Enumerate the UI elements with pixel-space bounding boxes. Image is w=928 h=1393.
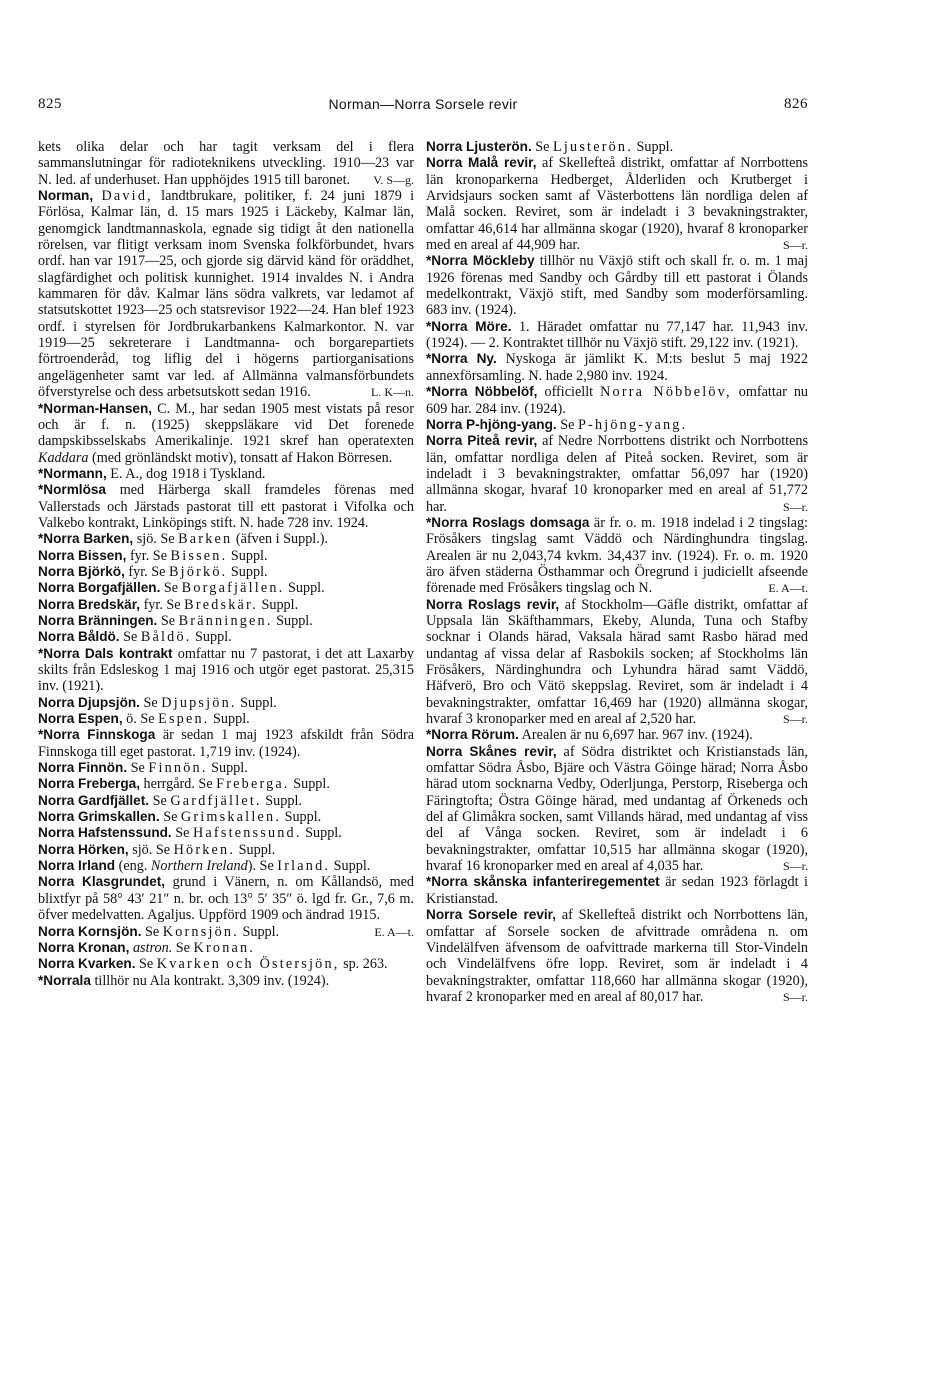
entry-headword: *Norra Dals kontrakt [38,645,173,661]
entry-norra-skanes-revir: Norra Skånes revir, af Södra distriktet och Kristianstads län, omfattar Södra Åsbo, Bjäre och Västra Göinge härad; Norra Åsbo härad utom socknarna Vedby, Oderljunga, Perstorp, Riseberga och Färingtofta; Östra Göinge härad, med undantag af Örkeneds och del af Glimåkra socken, samt Villands härad, med undantag af viss del af Vånga socken. Reviret, som är indeladt i 6 bevakningstrakter, omfattar 10,515 har allmänna skogar (1920), hvaraf 16 kronoparker med en areal af 4,035 har. S—r. [426,743,809,875]
entry-headword: Norra Ljusterön. [426,139,532,154]
entry-norra-kornsjon: Norra Kornsjön. Se Kornsjön. Suppl. [38,923,280,940]
entry-norra-horken: Norra Hörken, sjö. Se Hörken. Suppl. [38,841,276,858]
entry-headword: *Norra Barken, [38,531,134,547]
entry-headword: Norra Bissen, [38,547,127,563]
entry-norra-djupsjon: Norra Djupsjön. Se Djupsjön. Suppl. [38,694,277,711]
entry-normlosa: *Normlösa med Härberga skall framdeles förenas med Vallerstads och Järstads pastorat till ett pastorat i Vifolka och Valkebo kontrakt, Linköpings stift. N. hade 728 inv. 1924. [38,482,415,531]
entry-norra-sorsele-revir: Norra Sorsele revir, af Skellefteå distrikt och Norrbottens län, omfattar af Sorsele socken de afvittrade områdena n. om Vindelälfven äfvensom de oafvittrade markerna till Stor-Vindeln och Vindelälfvens öfre lopp. Reviret, som är indeladt i 4 bevakningstrakter, omfattar 118,660 har allmänna skogar (1920), hvaraf 2 kronoparker med en areal af 80,017 har. S—r. [426,907,808,1005]
entry-headword: Norra Kornsjön. [38,923,142,939]
running-title: Norman—Norra Sorsele revir [328,96,518,112]
entry-headword: *Norrala [38,972,91,988]
entry-norra-roslags-domsaga: *Norra Roslags domsaga är fr. o. m. 1918 indelad i 2 tingslag: Frösåkers tingslag samt Väddö och Närdinghundra tingslag. Arealen är nu 2,043,74 kvkm. 34,437 inv. (1924). Fr. o. m. 1920 äro äfven städerna Östhammar och Öregrund i judiciellt afseende förenade med Frösåkers tingslag och N. E. A—t. [426,514,808,597]
entry-headword: Norra Irland [38,858,116,874]
entry-headword: Norra Grimskallen. [38,809,160,825]
entry-headword: *Norman-Hansen, [38,400,153,416]
entry-headword: *Norra Finnskoga [38,727,156,743]
entry-norra-bissen: Norra Bissen, fyr. Se Bissen. Suppl. [38,547,268,564]
entry-headword: *Norra Möre. [426,318,512,334]
page-header [38,96,808,122]
entry-norra-borgafjallen: Norra Borgafjällen. Se Borgafjällen. Suppl. [38,580,325,597]
entry-headword: Norra Båldö. [38,629,120,645]
author-signature: E. A—t. [374,924,414,939]
entry-norra-klasgrundet: Norra Klasgrundet, grund i Vänern, n. om Kållandsö, med blixtfyr på 58° 43′ 21″ n. br. och 13° 5′ 35″ ö. lgd fr. Gr., 7,6 m. öfver medelvatten. Agaljus. Uppförd 1909 och ändrad 1915. E. A—t. [38,874,415,939]
entry-headword: Norman, [38,188,94,204]
page-number-right: 826 [784,96,808,112]
entry-norra-hafstenssund: Norra Hafstenssund. Se Hafstenssund. Suppl. [38,825,342,842]
author-signature: S—r. [782,712,808,727]
entry-norra-barken: *Norra Barken, sjö. Se Barken (äfven i Suppl.). [38,531,329,548]
entry-norra-kvarken: Norra Kvarken. Se Kvarken och Östersjön, sp. 263. [38,956,388,973]
entry-headword: Norra Bränningen. [38,612,158,628]
entry-headword: Norra Freberga, [38,776,140,792]
entry-norra-grimskallen: Norra Grimskallen. Se Grimskallen. Suppl. [38,809,322,826]
entry-headword: Norra Sorsele revir, [426,907,556,923]
author-signature: S—r. [782,859,808,874]
author-signature: S—r. [782,238,808,253]
entry-norra-ny: *Norra Ny. Nyskoga är jämlikt K. M:ts beslut 5 maj 1922 annexförsamling. N. hade 2,980 inv. 1924. [426,351,808,384]
entry-norra-bjorko: Norra Björkö, fyr. Se Björkö. Suppl. [38,563,268,580]
entry-headword: Norra Borgafjällen. [38,580,161,596]
entry-headword: Norra Espen, [38,711,123,727]
entry-headword: Norra Björkö, [38,563,125,579]
entry-norra-skanska-infanteriregementet: *Norra skånska infanteriregementet är sedan 1923 förlagdt i Kristianstad. [426,874,808,907]
entry-headword: Norra Hörken, [38,841,129,857]
entry-norra-branningen: Norra Bränningen. Se Bränningen. Suppl. [38,612,313,629]
entry-norra-rorum: *Norra Rörum. Arealen är nu 6,697 har. 967 inv. (1924). [426,727,753,744]
entry-norra-p-hjong-yang: Norra P-hjöng-yang. Se P-hjöng-yang. [426,416,688,433]
entry-norman-continued: kets olika delar och har tagit verksam del i flera sammanslutningar för radioteknikens utveckling. 1910—23 var N. led. af underhuset. Han upphöjdes 1915 till baronet. V. S—g. [38,139,414,188]
entry-headword: *Norra Roslags domsaga [426,514,590,530]
entry-norra-mockleby: *Norra Möckleby tillhör nu Växjö stift och skall fr. o. m. 1 maj 1926 förenas med Sandby och Gårdby till ett pastorat i Ölands medelkontrakt, Växjö stift, med Sandby som moderförsamling. 683 inv. (1924). [426,253,809,319]
author-signature: S—r. [782,499,808,514]
entry-headword: Norra Gardfjället. [38,792,150,808]
entry-headword: Norra P-hjöng-yang. [426,416,557,432]
entry-headword: *Norra Möckleby [426,253,535,269]
entry-norra-gardfjallet: Norra Gardfjället. Se Gardfjället. Suppl. [38,792,302,809]
entry-headword: *Norra skånska infanteriregementet [426,874,660,890]
entry-norra-freberga: Norra Freberga, herrgård. Se Freberga. Suppl. [38,776,330,793]
entry-norra-more: *Norra Möre. 1. Häradet omfattar nu 77,147 har. 11,943 inv. (1924). — 2. Kontraktet tillhör nu Växjö stift. 29,122 inv. (1921). [426,318,808,352]
page-number-left: 825 [38,96,62,112]
entry-norra-nobbelof: *Norra Nöbbelöf, officiellt Norra Nöbbelöv, omfattar nu 609 har. 284 inv. (1924). [426,384,809,417]
entry-norra-roslags-revir: Norra Roslags revir, af Stockholm—Gäfle distrikt, omfattar af Uppsala län Skäfthammars, Ekeby, Alunda, Tuna och Stafby socknar i Olands härad, Vaksala härad samt Rasbo härad med undantag af vissa delar af Rasbokils socken; af Stockholms län Frösåkers, Närdinghundra och Lyhundra härad samt Väddö, Häfverö, Bro och Vätö skeppslag. Reviret, som är indeladt i 4 bevakningstrakter, omfattar 16,469 har (1920) allmänna skogar, hvaraf 3 kronoparker med en areal af 2,520 har. S—r. [426,596,809,728]
entry-headword: Norra Finnön. [38,760,128,776]
entry-headword: Norra Kronan, [38,939,130,955]
entry-norman-hansen: *Norman-Hansen, C. M., har sedan 1905 mest vistats på resor och är f. n. (1925) skeppsläkare vid Det forenede dampskibsselskabs Amerikalinje. 1921 skref han operatexten Kaddara (med grönländskt motiv), tonsatt af Hakon Börresen. [38,400,415,466]
entry-headword: *Norra Ny. [426,351,497,367]
entry-headword: *Norra Rörum. [426,727,519,743]
entry-normann: *Normann, E. A., dog 1918 i Tyskland. [38,465,266,482]
entry-headword: Norra Bredskär, [38,596,141,612]
entry-norra-pitea-revir: Norra Piteå revir, af Nedre Norrbottens distrikt och Norrbottens län, omfattar nordliga delen af Piteå socken. Reviret, som är indeladt i 3 bevakningstrakter, omfattar 56,097 har (1920) allmänna skogar, hvaraf 10 kronoparker med en areal af 51,772 har. S—r. [426,433,808,515]
entry-headword: Norra Kvarken. [38,956,136,972]
entry-norra-finnon: Norra Finnön. Se Finnön. Suppl. [38,760,248,777]
left-column [38,139,414,989]
entry-headword: Norra Piteå revir, [426,433,538,449]
entry-headword: Norra Skånes revir, [426,743,557,759]
entry-headword: Norra Djupsjön. [38,694,140,710]
entry-norra-ljusteron: Norra Ljusterön. Se Ljusterön. Suppl. [426,139,674,155]
author-signature: E. A—t. [768,581,808,596]
entry-norman-david: Norman, David, landtbrukare, politiker, f. 24 juni 1879 i Förlösa, Kalmar län, d. 15 mars 1925 i Läckeby, Kalmar län, genomgick landtmannaskola, egnade sig tidigt åt den nationella rörelsen, var flitigt verksam inom Svenska folkförbundet, hvars ordf. han var 1917—25, och gjorde sig därvid känd för oräddhet, slagfärdighet och politisk kunnighet. 1914 invaldes N. i Andra kammaren för dåv. Kalmar läns södra valkrets, var ledamot af statsutskottet 1923—25 och statsrevisor 1922—24. Han blef 1923 ordf. i styrelsen för Jordbrukarbankens Kalmarkontor. N. var 1919—25 sekreterare i Landtmanna- och borgarepartiets förtroenderåd, tog liflig del i högerns partiorganisations angelägenheter samt var led. af Allmänna valmansförbundets öfverstyrelse och dess arbetsutskott sedan 1916. L. K—n. [38,188,415,401]
entry-headword: Norra Klasgrundet, [38,874,166,890]
entry-norra-espen: Norra Espen, ö. Se Espen. Suppl. [38,711,250,728]
entry-headword: Norra Malå revir, [426,155,537,171]
entry-norra-bredskar: Norra Bredskär, fyr. Se Bredskär. Suppl. [38,596,299,613]
entry-norra-baldo: Norra Båldö. Se Båldö. Suppl. [38,629,232,646]
author-signature: S—r. [782,989,808,1004]
author-signature: L. K—n. [371,385,414,400]
entry-norra-finnskoga: *Norra Finnskoga är sedan 1 maj 1923 afskildt från Södra Finnskoga till eget pastorat. 1,719 inv. (1924). [38,727,414,760]
entry-headword: *Norra Nöbbelöf, [426,384,538,400]
author-signature: V. S—g. [373,172,414,187]
entry-norra-mala-revir: Norra Malå revir, af Skellefteå distrikt, omfattar af Norrbottens län kronoparkerna Hedberget, Ålderliden och Krutberget i Arvidsjaurs socken samt af Västerbottens län nordliga delen af Malå socken. Reviret, som är indeladt i 3 bevakningstrakter, omfattar 46,614 har allmänna skogar (1920), hvaraf 8 kronoparker med en areal af 44,909 har. S—r. [426,155,808,254]
entry-norra-kronan: Norra Kronan, astron. Se Kronan. [38,939,256,956]
entry-headword: Norra Hafstenssund. [38,825,172,841]
entry-headword: *Normann, [38,465,107,481]
entry-norra-irland: Norra Irland (eng. Northern Ireland). Se Irland. Suppl. [38,858,371,875]
entry-norra-dals-kontrakt: *Norra Dals kontrakt omfattar nu 7 pastorat, i det att Laxarby skilts från Edsleskog 1 maj 1916 och utgör eget pastorat. 25,315 inv. (1921). [38,645,415,695]
entry-norrala: *Norrala tillhör nu Ala kontrakt. 3,309 inv. (1924). [38,972,330,989]
right-column [426,139,808,1005]
entry-headword: *Normlösa [38,482,106,498]
entry-headword: Norra Roslags revir, [426,596,560,612]
